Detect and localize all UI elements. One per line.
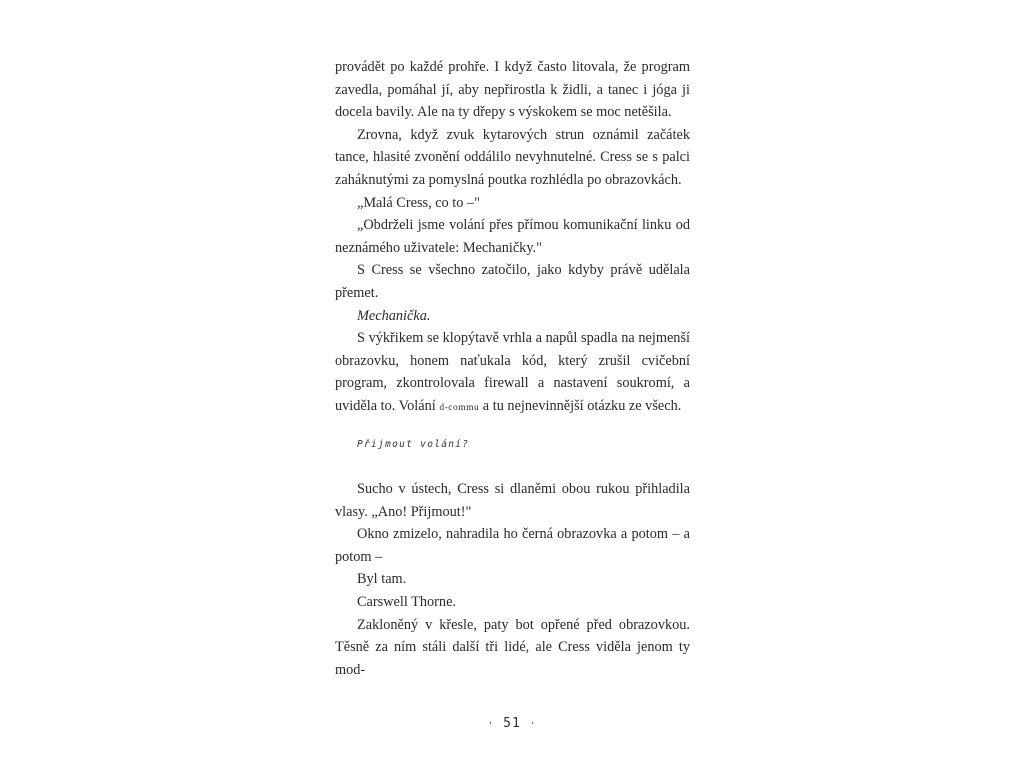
paragraph: provádět po každé prohře. I když často litovala, že program zavedla, pomáhal jí, aby nepřirostla k židli, a tanec i jóga ji docela bavily. Ale na ty dřepy s výskokem se moc netěšila.	[335, 59, 690, 121]
body-text	[335, 56, 690, 681]
paragraph	[335, 327, 690, 419]
screen-prompt-text: Přijmout volání?	[357, 438, 470, 450]
page-number: 51	[503, 716, 521, 731]
dialogue-line: „Malá Cress, co to –"	[357, 194, 480, 211]
paragraph: Sucho v ústech, Cress si dlaněmi obou rukou přihladila vlasy. „Ano! Přijmout!"	[335, 481, 690, 520]
italic-thought: Mechanička.	[357, 307, 431, 324]
folio-dot-right: ·	[529, 718, 537, 729]
paragraph: Carswell Thorne.	[357, 594, 456, 611]
d-comm-smallcaps: d-commu	[439, 402, 480, 413]
paragraph: Byl tam.	[357, 571, 407, 588]
folio-dot-left: ·	[487, 718, 495, 729]
paragraph-text-start: S výkřikem se klopýtavě vrhla a napůl spadla na nejmenší obrazovku, honem naťukala kód, který zrušil cvičební program, zkontrolovala firewall a nastavení soukromí, a uviděla to. Volání	[335, 330, 690, 414]
paragraph: Okno zmizelo, nahradila ho černá obrazovka a potom – a potom –	[335, 526, 690, 565]
page-number-footer	[0, 716, 1024, 731]
paragraph-text-end: a tu nejnevinnější otázku ze všech.	[479, 397, 682, 414]
dialogue-line: „Obdrželi jsme volání přes přímou komunikační linku od neznámého uživatele: Mechaničky."	[335, 217, 690, 256]
paragraph: S Cress se všechno zatočilo, jako kdyby právě udělala přemet.	[335, 262, 690, 301]
paragraph: Zrovna, když zvuk kytarových strun oznámil začátek tance, hlasité zvonění oddálilo nevyhnutelné. Cress se s palci zaháknutými za pomyslná poutka rozhlédla po obrazovkách.	[335, 126, 690, 188]
paragraph: Zakloněný v křesle, paty bot opřené před obrazovkou. Těsně za ním stáli další tři lidé, ale Cress viděla jenom ty mod-	[335, 616, 690, 678]
